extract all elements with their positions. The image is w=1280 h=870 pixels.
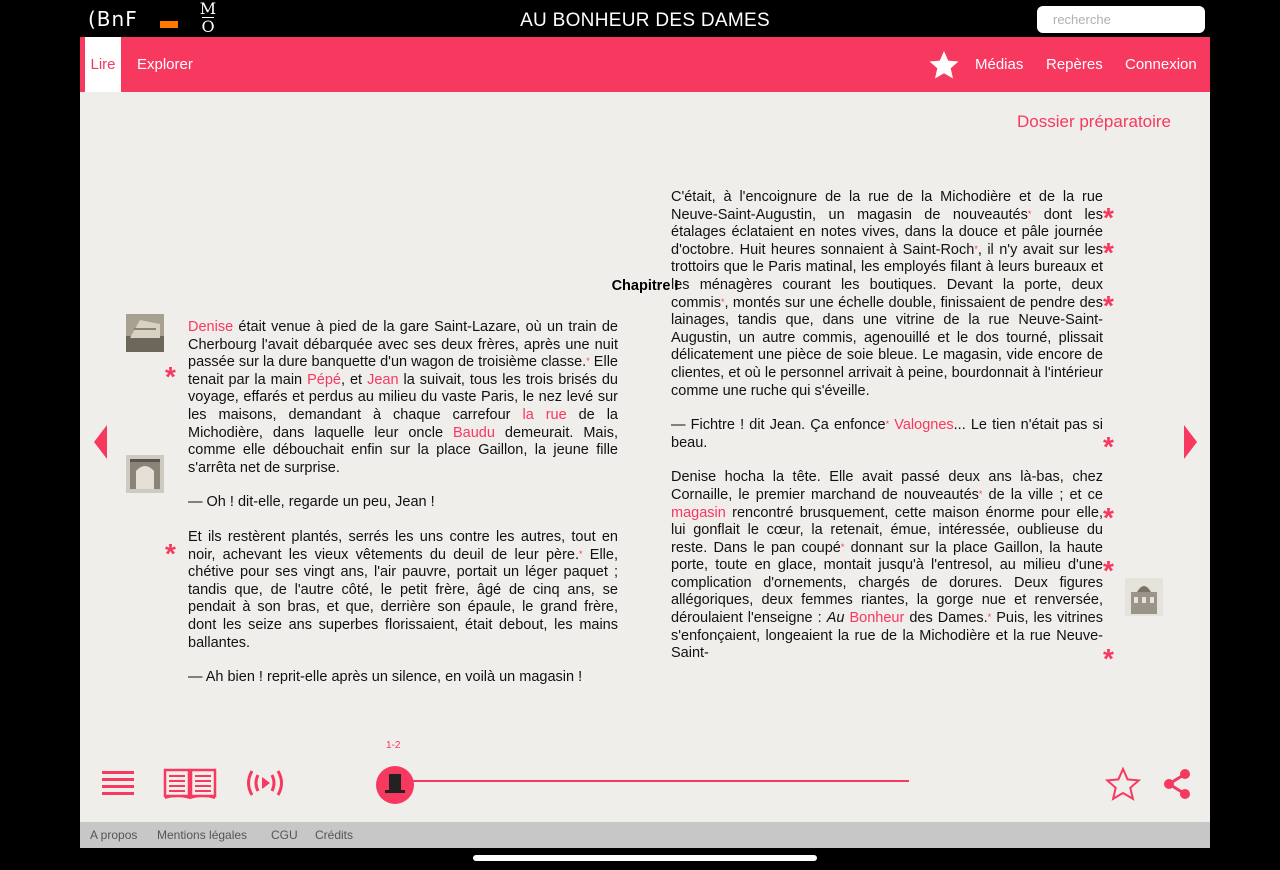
note-marker[interactable]: *: [978, 488, 983, 499]
text-run: , il n'y avait sur les trottoirs que le Paris matinal, les employés filant à leurs bureaux et les ménagères courant les boutiques. Devant la porte, deux commis: [671, 241, 1103, 311]
illustration-thumbnail[interactable]: [126, 314, 164, 352]
footer-link-apropos[interactable]: A propos: [90, 828, 138, 842]
text-run: — Ah bien ! reprit-elle après un silence, en voilà un magasin !: [188, 669, 583, 686]
nav-reperes[interactable]: Repères: [1046, 56, 1103, 73]
text-run: demeurait. Mais, comme elle débouchait enfin sur la place Gaillon, la jeune fille s'arrêta net de surprise.: [188, 424, 618, 476]
tab-lire[interactable]: Lire: [85, 37, 121, 92]
footer-link-credits[interactable]: Crédits: [315, 828, 354, 842]
star-outline-icon[interactable]: [1105, 766, 1141, 802]
glossary-link[interactable]: Valognes: [894, 417, 954, 434]
glossary-link[interactable]: Denise: [188, 319, 234, 335]
next-page-arrow-icon[interactable]: [1184, 425, 1197, 459]
note-marker[interactable]: *: [579, 548, 583, 559]
chapter-title: Chapitre I: [611, 278, 679, 294]
text-run: — Fichtre ! dit Jean. Ça enfonce: [671, 417, 886, 434]
text-run: dont les étalages éclataient en notes vives, dans la douce et pâle journée d'octobre. Huit heures sonnaient à Saint-Roch: [671, 206, 1103, 258]
text-paragraph: [188, 669, 618, 687]
glossary-link[interactable]: Bonheur: [849, 610, 905, 627]
text-run: donnant sur la place Gaillon, la haute porte, toute en glace, montait jusqu'à l'entresol, au milieu d'une complication d'ornements, chargés de dorures. Deux figures allégoriques, deux femmes riantes, la gorge nue et renversée, déroulaient l'enseigne :: [671, 539, 1103, 627]
page-indicator: 1-2: [386, 740, 401, 751]
star-icon[interactable]: [928, 49, 960, 81]
text-run: la suivait, tous les trois brisés du voyage, effarés et perdus au milieu du vaste Paris, le nez levé sur les maisons, demandant à chaque carrefour: [188, 371, 618, 423]
left-page-text: [188, 319, 618, 704]
main-nav: [80, 37, 1210, 92]
note-marker[interactable]: *: [720, 296, 725, 307]
previous-page-arrow-icon[interactable]: [94, 425, 107, 459]
note-marker[interactable]: *: [974, 243, 978, 254]
margin-note-star-icon[interactable]: *: [165, 361, 176, 392]
text-run: Denise hocha la tête. Elle avait passé deux ans là-bas, chez Cornaille, le premier marchand de nouveautés: [671, 469, 1103, 503]
logo-mo-bottom: O: [201, 17, 215, 36]
bnf-logo[interactable]: (BnF: [88, 7, 138, 31]
page-slider-track[interactable]: [398, 780, 909, 782]
glossary-link[interactable]: la rue: [522, 406, 567, 423]
reader-area: [80, 92, 1210, 822]
margin-note-star-icon[interactable]: *: [1103, 202, 1114, 233]
text-run: C'était, à l'encoignure de la rue de la Michodière et de la rue Neuve-Saint-Augustin, un magasin de nouveautés: [671, 189, 1103, 223]
footer: [80, 822, 1210, 848]
app-title: AU BONHEUR DES DAMES: [520, 10, 770, 31]
footer-link-mentions[interactable]: Mentions légales: [157, 828, 248, 842]
margin-note-star-icon[interactable]: *: [1103, 502, 1114, 533]
nav-medias[interactable]: Médias: [975, 56, 1024, 73]
text-run: rencontré brusquement, cette maison énorme pour elle, lui gonflait le cœur, la retenait, émue, intéressée, oublieuse du reste. Dans le pan coupé: [671, 504, 1103, 556]
top-bar: [80, 0, 1210, 37]
glossary-link[interactable]: Pépé: [307, 371, 341, 388]
text-run: de la Michodière, dans laquelle leur oncle: [188, 406, 618, 441]
text-run: Au: [826, 610, 845, 627]
text-run: de la ville ; et ce: [982, 486, 1104, 503]
nav-connexion[interactable]: Connexion: [1125, 56, 1197, 73]
page-slider-handle[interactable]: [376, 766, 414, 804]
margin-note-star-icon[interactable]: *: [1103, 643, 1114, 674]
tab-explorer[interactable]: Explorer: [137, 56, 193, 73]
text-run: Elle tenait par la main: [188, 354, 618, 388]
text-run: des Dames.: [904, 610, 988, 627]
audio-icon[interactable]: [244, 768, 286, 798]
text-run: Elle, chétive pour ses vingt ans, l'air pauvre, portait un léger paquet ; tandis que, de l'autre côté, le petit frère, âgé de cinq ans, se pendait à son bras, et que, derrière son épaule, le grand frère, dont les seize ans superbes florissaient, était debout, les mains ballantes.: [188, 546, 618, 651]
text-paragraph: [188, 529, 618, 652]
text-run: était venue à pied de la gare Saint-Lazare, où un train de Cherbourg l'avait débarquée avec ses deux frères, après une nuit passée sur la dure banquette d'un wagon de troisième classe.: [188, 319, 618, 371]
text-run: , et: [340, 371, 368, 388]
text-paragraph: [671, 417, 1103, 452]
home-indicator: [473, 855, 817, 861]
margin-note-star-icon[interactable]: *: [1103, 555, 1114, 586]
margin-note-star-icon[interactable]: *: [1103, 290, 1114, 321]
dossier-preparatoire-link[interactable]: Dossier préparatoire: [1017, 112, 1172, 131]
glossary-link[interactable]: Baudu: [452, 424, 495, 441]
text-paragraph: [188, 494, 618, 512]
glossary-link[interactable]: magasin: [671, 504, 726, 521]
illustration-thumbnail[interactable]: [1125, 578, 1163, 616]
text-run: ... Le tien n'était pas si beau.: [671, 417, 1104, 451]
note-marker[interactable]: *: [586, 356, 590, 367]
note-marker[interactable]: *: [987, 612, 992, 623]
text-paragraph: [671, 189, 1103, 400]
note-marker[interactable]: *: [885, 419, 890, 430]
margin-note-star-icon[interactable]: *: [1103, 237, 1114, 268]
illustration-thumbnail[interactable]: [126, 455, 164, 493]
text-run: — Oh ! dit-elle, regarde un peu, Jean !: [188, 494, 435, 511]
glossary-link[interactable]: Jean: [367, 371, 399, 388]
note-marker[interactable]: *: [1027, 208, 1032, 219]
share-icon[interactable]: [1161, 767, 1193, 801]
text-paragraph: [188, 319, 618, 477]
note-marker[interactable]: *: [840, 541, 845, 552]
menu-icon[interactable]: [101, 769, 135, 797]
text-run: Puis, les vitrines s'enfonçaient, longeaient la rue de la Michodière et la rue Neuve-Saint-: [671, 610, 1103, 662]
footer-link-cgu[interactable]: CGU: [271, 828, 298, 842]
margin-note-star-icon[interactable]: *: [1103, 431, 1114, 462]
text-paragraph: [671, 469, 1103, 663]
logo-mo-top: M: [199, 0, 217, 18]
book-icon[interactable]: [163, 766, 217, 800]
margin-note-star-icon[interactable]: *: [165, 538, 176, 569]
text-run: , montés sur une échelle double, finissaient de pendre des lainages, tandis que, dans une vitrine de la rue Neuve-Saint-Augustin, un autre commis, agenouillé et le dos tourné, plissait délicatement une pièce de soie bleue. Le magasin, vide encore de clientes, et où le personnel arrivait à peine, bourdonnait à l'intérieur comme une ruche qui s'éveille.: [671, 294, 1103, 399]
right-page-text: [671, 189, 1103, 680]
text-run: Et ils restèrent plantés, serrés les uns contre les autres, tout en noir, achevant les vieux vêtements du deuil de leur père.: [188, 528, 618, 563]
search-input[interactable]: [1037, 6, 1205, 33]
